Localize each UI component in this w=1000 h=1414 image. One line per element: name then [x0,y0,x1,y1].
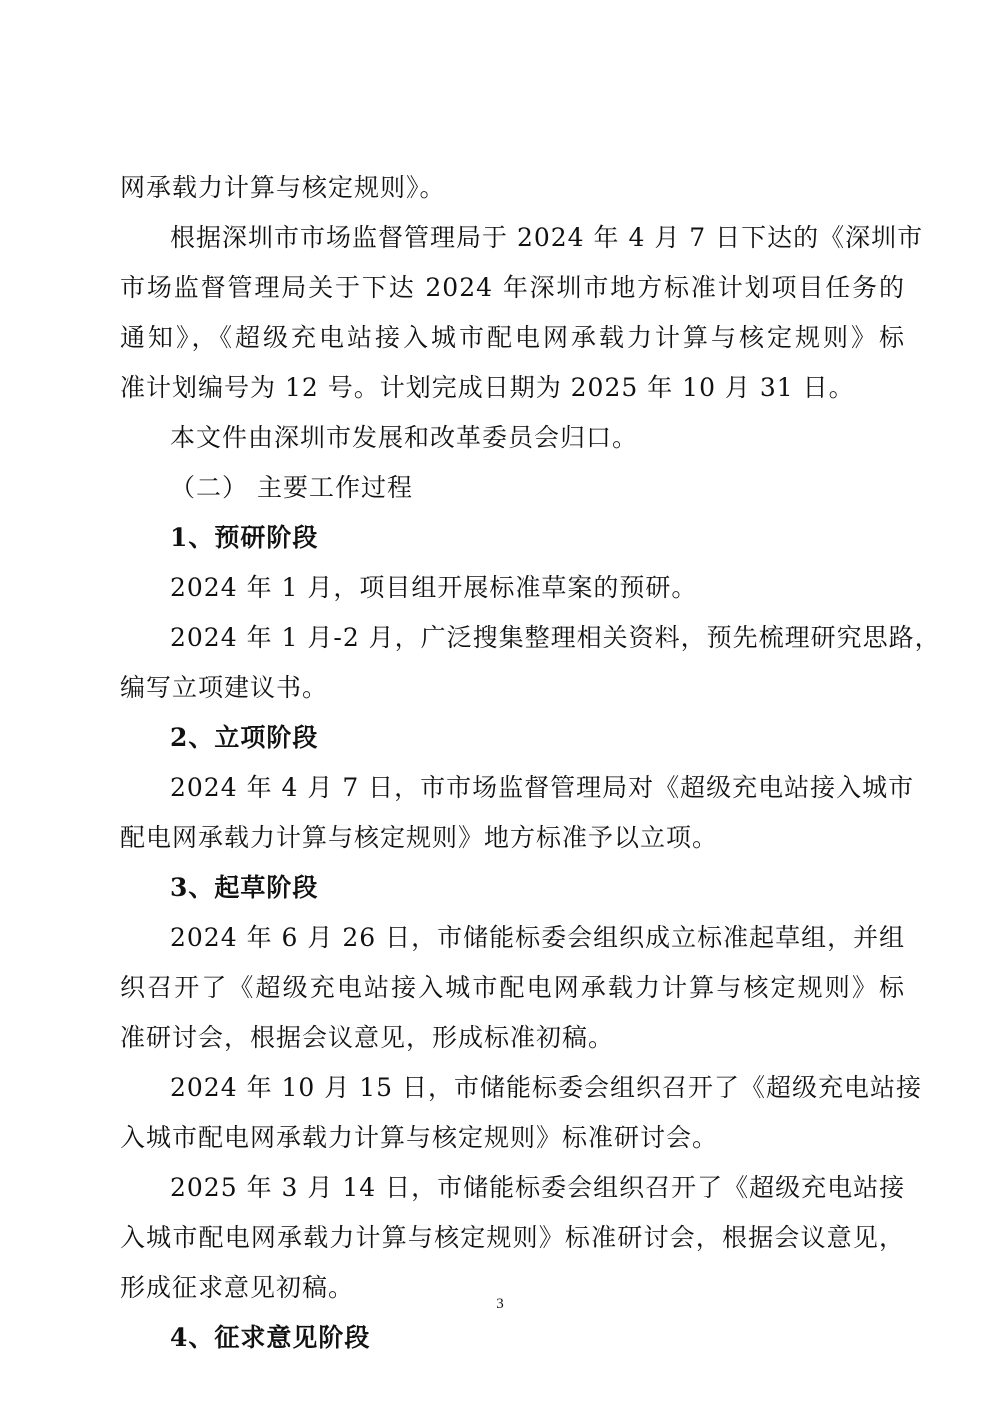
subsection-heading: 2、立项阶段 [170,723,319,752]
paragraph-line: 入城市配电网承载力计算与核定规则》标准研讨会。 [120,1123,719,1152]
paragraph-line: 本文件由深圳市发展和改革委员会归口。 [170,423,639,452]
section-heading: （二） 主要工作过程 [170,473,413,502]
subsection-heading: 1、预研阶段 [170,523,319,552]
page-number: 3 [496,1296,504,1312]
paragraph-line: 配电网承载力计算与核定规则》地方标准予以立项。 [120,823,719,852]
subsection-heading: 3、起草阶段 [170,873,319,902]
paragraph-line: 通知》，《超级充电站接入城市配电网承载力计算与核定规则》标 [120,323,905,352]
subsection-heading: 4、征求意见阶段 [170,1323,371,1352]
paragraph-line: 准研讨会，根据会议意见，形成标准初稿。 [120,1023,615,1052]
paragraph-line: 市场监督管理局关于下达 2024 年深圳市地方标准计划项目任务的 [120,273,905,302]
paragraph-line: 入城市配电网承载力计算与核定规则》标准研讨会，根据会议意见， [120,1223,905,1252]
paragraph-line: 2024 年 1 月-2 月，广泛搜集整理相关资料，预先梳理研究思路， [170,623,941,652]
paragraph-line: 根据深圳市市场监督管理局于 2024 年 4 月 7 日下达的《深圳市 [170,223,924,252]
paragraph-line: 2024 年 10 月 15 日，市储能标委会组织召开了《超级充电站接 [170,1073,922,1102]
paragraph-line: 网承载力计算与核定规则》。 [120,173,446,202]
paragraph-line: 编写立项建议书。 [120,673,329,702]
paragraph-line: 2024 年 6 月 26 日，市储能标委会组织成立标准起草组，并组 [170,923,906,952]
paragraph-line: 2025 年 3 月 14 日，市储能标委会组织召开了《超级充电站接 [170,1173,906,1202]
paragraph-line: 织召开了《超级充电站接入城市配电网承载力计算与核定规则》标 [120,973,905,1002]
paragraph-line: 2024 年 4 月 7 日，市市场监督管理局对《超级充电站接入城市 [170,773,915,802]
paragraph-line: 2024 年 1 月，项目组开展标准草案的预研。 [170,573,698,602]
paragraph-line: 准计划编号为 12 号。计划完成日期为 2025 年 10 月 31 日。 [120,373,855,402]
paragraph-line: 形成征求意见初稿。 [120,1273,355,1302]
